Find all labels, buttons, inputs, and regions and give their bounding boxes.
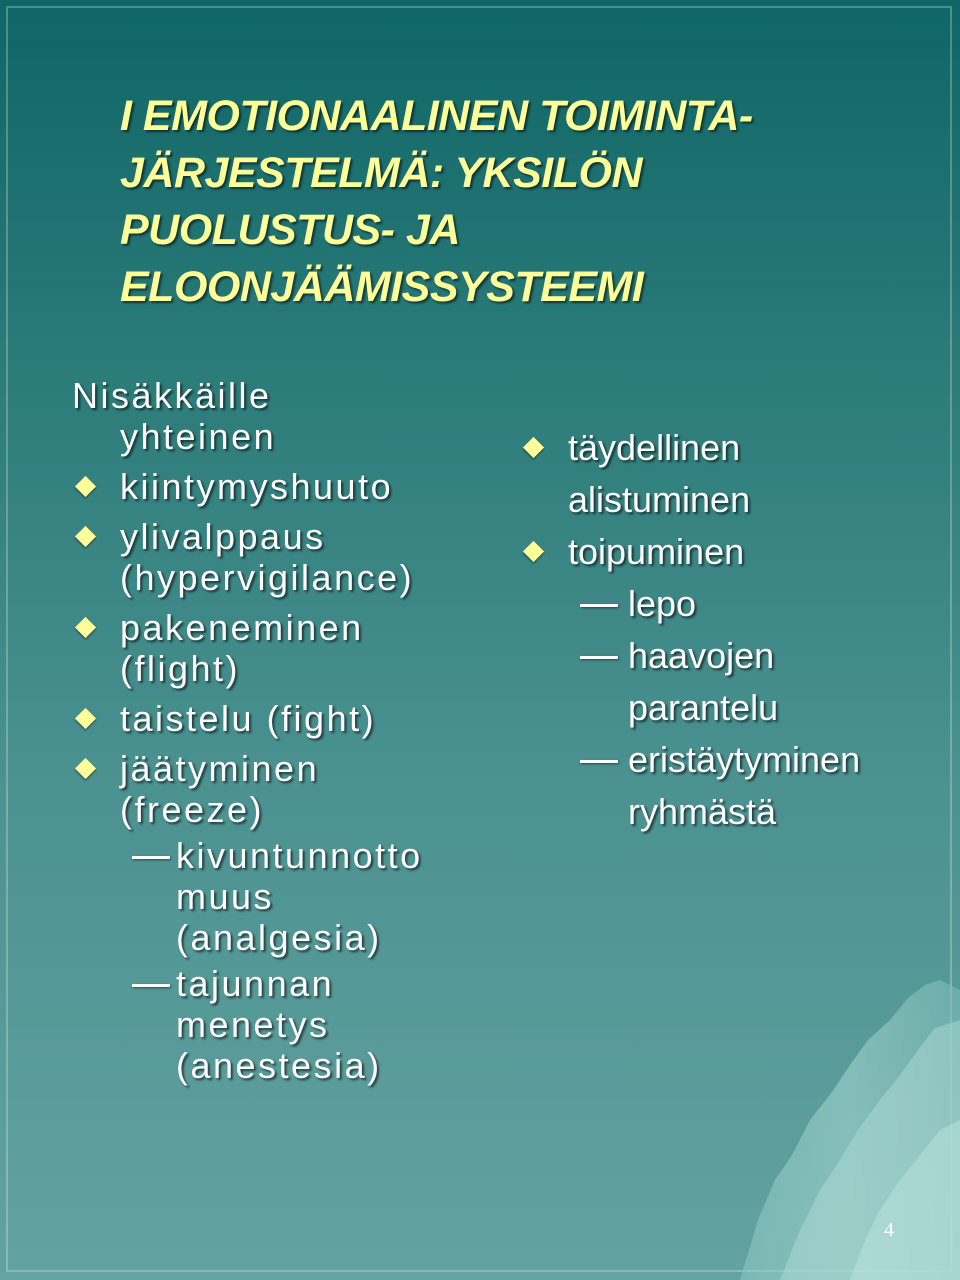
dash-bullet-icon xyxy=(132,856,170,859)
title-line-1: I EMOTIONAALINEN TOIMINTA- xyxy=(120,92,753,140)
left-column xyxy=(72,375,502,1086)
right-sub-item-1-text: lepo xyxy=(628,583,697,624)
intro-line-2: yhteinen xyxy=(120,416,277,457)
right-sub-item-2-line-2: parantelu xyxy=(628,687,779,728)
left-sub-item-1-line-1: kivuntunnotto xyxy=(176,835,423,876)
diamond-bullet-icon xyxy=(523,541,544,562)
left-sub-item-1-line-3: (analgesia) xyxy=(176,917,382,958)
diamond-bullet-icon xyxy=(75,526,96,547)
right-bullet-2-text: toipuminen xyxy=(568,531,745,572)
left-bullet-5-line-1: jäätyminen xyxy=(120,748,320,789)
title-line-2: JÄRJESTELMÄ: YKSILÖN xyxy=(120,149,642,197)
left-bullet-1-text: kiintymyshuuto xyxy=(120,466,394,507)
diamond-bullet-icon xyxy=(75,476,96,497)
dash-bullet-icon xyxy=(580,760,618,763)
left-bullet-2-line-2: (hypervigilance) xyxy=(120,557,415,598)
diamond-bullet-icon xyxy=(75,758,96,779)
right-bullet-1 xyxy=(520,422,940,526)
right-bullet-1-line-2: alistuminen xyxy=(568,479,751,520)
left-sub-item-2-line-3: (anestesia) xyxy=(176,1045,382,1086)
right-sub-item-1 xyxy=(520,578,940,630)
iceberg-illustration xyxy=(740,980,960,1280)
dash-bullet-icon xyxy=(580,656,618,659)
diamond-bullet-icon xyxy=(75,708,96,729)
right-column xyxy=(520,422,940,838)
left-bullet-3-line-1: pakeneminen xyxy=(120,607,364,648)
diamond-bullet-icon xyxy=(75,617,96,638)
right-bullet-2 xyxy=(520,526,940,578)
intro-text xyxy=(72,375,502,457)
left-sub-item-2-line-2: menetys xyxy=(176,1004,330,1045)
diamond-bullet-icon xyxy=(523,437,544,458)
title-line-4: ELOONJÄÄMISSYSTEEMI xyxy=(120,263,644,311)
title-line-3: PUOLUSTUS- JA xyxy=(120,206,460,254)
dash-bullet-icon xyxy=(580,604,618,607)
left-bullet-3-line-2: (flight) xyxy=(120,648,241,689)
slide-title xyxy=(120,88,900,316)
right-sub-item-2-line-1: haavojen xyxy=(628,635,775,676)
left-bullet-4 xyxy=(72,698,502,739)
left-bullet-5 xyxy=(72,748,502,830)
left-sub-item-2 xyxy=(72,963,502,1086)
left-bullet-4-text: taistelu (fight) xyxy=(120,698,377,739)
left-sub-item-2-line-1: tajunnan xyxy=(176,963,335,1004)
right-sub-item-3-line-2: ryhmästä xyxy=(628,791,777,832)
left-sub-item-1 xyxy=(72,835,502,958)
left-bullet-5-line-2: (freeze) xyxy=(120,789,265,830)
left-bullet-2 xyxy=(72,516,502,598)
intro-line-1: Nisäkkäille xyxy=(72,375,272,416)
right-sub-item-3-line-1: eristäytyminen xyxy=(628,739,861,780)
left-sub-item-1-line-2: muus xyxy=(176,876,275,917)
right-sub-item-3 xyxy=(520,734,940,838)
left-bullet-3 xyxy=(72,607,502,689)
left-bullet-1 xyxy=(72,466,502,507)
right-sub-item-2 xyxy=(520,630,940,734)
page-number: 4 xyxy=(884,1219,894,1241)
right-bullet-1-line-1: täydellinen xyxy=(568,427,741,468)
left-bullet-2-line-1: ylivalppaus xyxy=(120,516,326,557)
dash-bullet-icon xyxy=(132,984,170,987)
